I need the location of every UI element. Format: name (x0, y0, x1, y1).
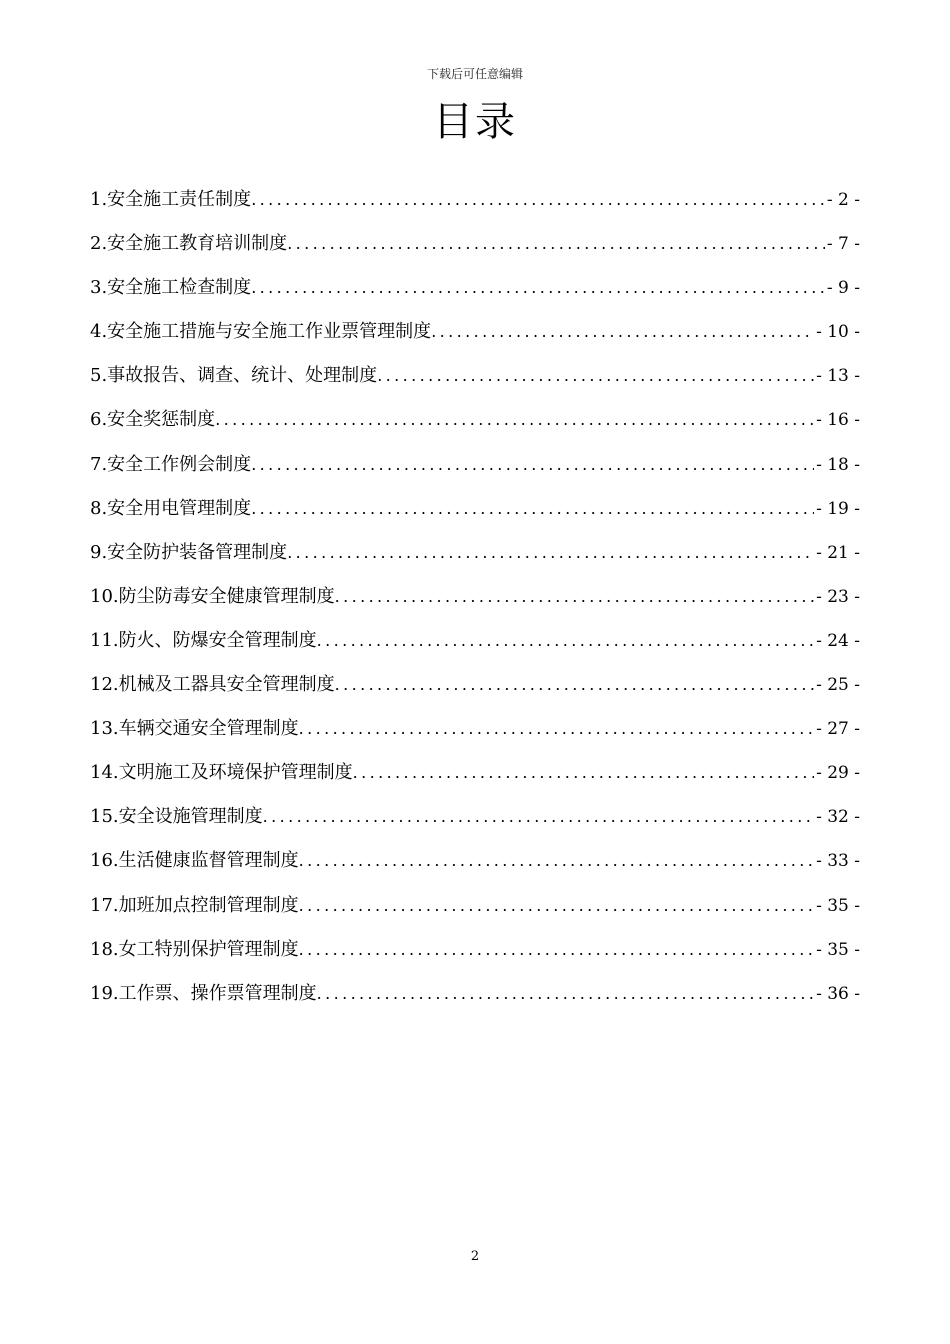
table-of-contents (90, 186, 860, 1024)
toc-entry-9[interactable] (90, 539, 860, 583)
toc-dot-leader (335, 671, 814, 699)
toc-entry-16[interactable] (90, 847, 860, 891)
toc-entry-label: 1.安全施工责任制度 (90, 189, 252, 210)
toc-page-number: - 25 - (816, 675, 860, 696)
toc-entry-label: 7.安全工作例会制度 (90, 453, 252, 475)
toc-entry-2[interactable] (90, 230, 860, 274)
toc-page-number: - 27 - (816, 719, 860, 740)
toc-dot-leader (299, 847, 814, 875)
toc-dot-leader (263, 803, 814, 831)
toc-entry-label: 2.安全施工教育培训制度 (90, 233, 288, 255)
toc-dot-leader (299, 715, 814, 743)
toc-entry-label: 17.加班加点控制管理制度 (90, 894, 299, 916)
toc-entry-label: 13.车辆交通安全管理制度 (90, 718, 299, 740)
toc-dot-leader (299, 892, 814, 920)
toc-page-number: - 35 - (816, 939, 860, 960)
toc-dot-leader (287, 230, 825, 258)
toc-entry-label: 15.安全设施管理制度 (90, 806, 263, 828)
toc-entry-7[interactable] (90, 451, 860, 495)
toc-dot-leader (317, 980, 814, 1008)
toc-page-number: - 21 - (816, 542, 860, 563)
toc-page-number: - 7 - (826, 234, 860, 255)
toc-page-number: - 13 - (816, 366, 860, 387)
toc-entry-6[interactable] (90, 406, 860, 450)
toc-entry-label: 16.生活健康监督管理制度 (90, 850, 299, 872)
toc-dot-leader (251, 451, 814, 479)
toc-entry-label: 12.机械及工器具安全管理制度 (90, 674, 335, 696)
toc-entry-label: 8.安全用电管理制度 (90, 497, 252, 519)
toc-dot-leader (377, 362, 814, 390)
toc-page-number: - 36 - (816, 983, 860, 1004)
toc-entry-label: 3.安全施工检查制度 (90, 277, 252, 299)
toc-dot-leader (431, 318, 814, 346)
toc-dot-leader (251, 274, 825, 302)
toc-page-number: - 33 - (816, 851, 860, 872)
toc-dot-leader (215, 406, 814, 434)
toc-entry-3[interactable] (90, 274, 860, 318)
toc-entry-14[interactable] (90, 759, 860, 803)
toc-entry-label: 5.事故报告、调查、统计、处理制度 (90, 365, 378, 387)
toc-entry-4[interactable] (90, 318, 860, 362)
toc-page-number: - 2 - (826, 190, 860, 210)
toc-page-number: - 19 - (816, 498, 860, 519)
toc-dot-leader (353, 759, 814, 787)
toc-entry-1[interactable] (90, 186, 860, 230)
toc-dot-leader (317, 627, 814, 655)
toc-page-number: - 18 - (816, 454, 860, 475)
toc-entry-17[interactable] (90, 892, 860, 936)
toc-dot-leader (287, 539, 814, 567)
toc-entry-8[interactable] (90, 495, 860, 539)
toc-dot-leader (299, 936, 814, 964)
toc-page-number: - 9 - (826, 278, 860, 299)
page-number: 2 (470, 1249, 480, 1264)
page-header: 下载后可任意编辑 (426, 67, 523, 81)
toc-entry-5[interactable] (90, 362, 860, 406)
toc-page-number: - 29 - (816, 763, 860, 784)
toc-page-number: - 23 - (816, 586, 860, 607)
toc-entry-13[interactable] (90, 715, 860, 759)
toc-entry-label: 10.防尘防毒安全健康管理制度 (90, 585, 335, 607)
toc-page-number: - 24 - (816, 630, 860, 651)
toc-entry-12[interactable] (90, 671, 860, 715)
toc-entry-label: 11.防火、防爆安全管理制度 (90, 629, 317, 651)
toc-entry-label: 6.安全奖惩制度 (90, 409, 216, 431)
toc-dot-leader (251, 186, 825, 214)
toc-entry-label: 9.安全防护装备管理制度 (90, 541, 288, 563)
toc-page-number: - 16 - (816, 410, 860, 431)
toc-dot-leader (251, 495, 814, 523)
toc-entry-label: 4.安全施工措施与安全施工作业票管理制度 (90, 321, 432, 343)
toc-entry-18[interactable] (90, 936, 860, 980)
toc-entry-19[interactable] (90, 980, 860, 1024)
toc-dot-leader (335, 583, 814, 611)
toc-entry-15[interactable] (90, 803, 860, 847)
toc-page-number: - 10 - (816, 322, 860, 343)
toc-entry-11[interactable] (90, 627, 860, 671)
toc-entry-label: 19.工作票、操作票管理制度 (90, 982, 317, 1004)
toc-page-number: - 32 - (816, 807, 860, 828)
toc-entry-10[interactable] (90, 583, 860, 627)
toc-title: 目录 (433, 99, 517, 145)
toc-entry-label: 14.文明施工及环境保护管理制度 (90, 762, 353, 784)
toc-entry-label: 18.女工特别保护管理制度 (90, 938, 299, 960)
toc-page-number: - 35 - (816, 895, 860, 916)
